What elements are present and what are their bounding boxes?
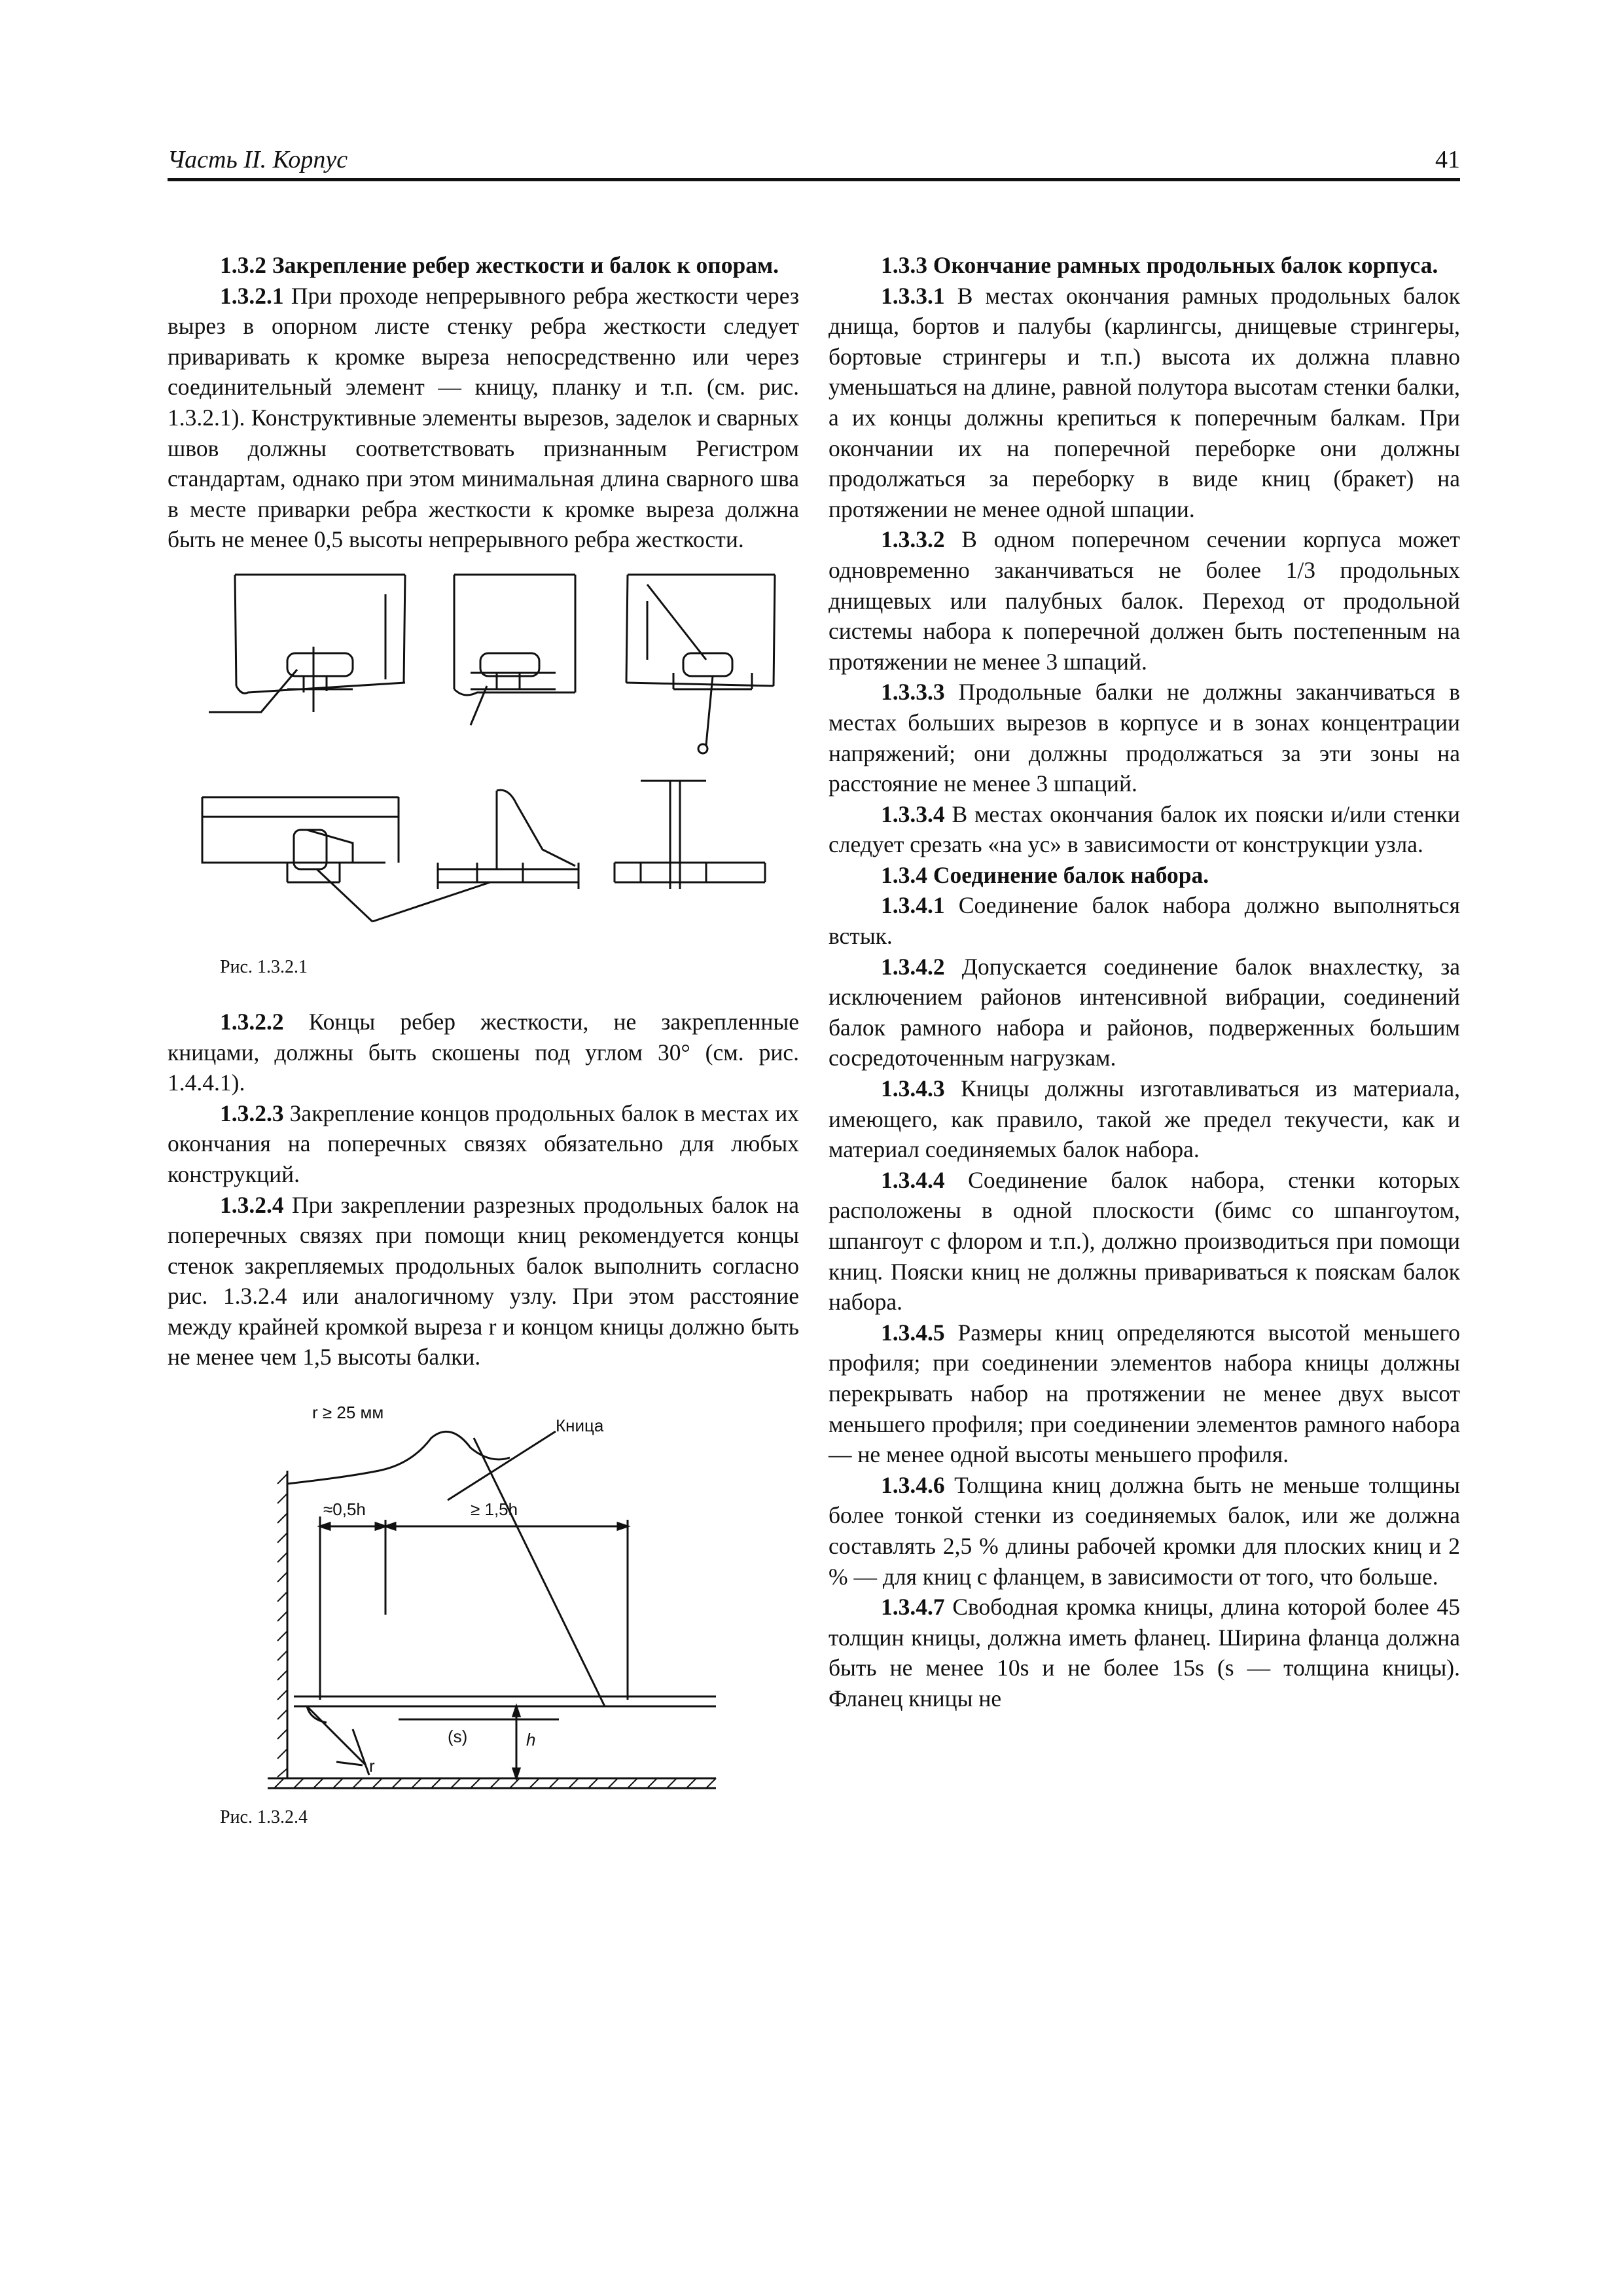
- fig2-label-r-min: r ≥ 25 мм: [312, 1403, 383, 1423]
- fig1-panel-top-left: [209, 575, 405, 712]
- paragraph-1-3-2-2: [168, 1007, 799, 1098]
- clause-number: 1.3.3.1: [881, 282, 945, 309]
- paragraph-1-3-4-5: [829, 1318, 1460, 1470]
- fig2-label-one-and-half-h: ≥ 1,5h: [470, 1499, 518, 1520]
- clause-number: 1.3.2.4: [220, 1191, 284, 1218]
- fig2-label-h: h: [526, 1730, 535, 1750]
- paragraph-text: Кницы должны изготавливаться из материала, имеющего, как правило, такой же предел текучести, как и материал соединяемых балок набора.: [829, 1075, 1460, 1163]
- paragraph-1-3-3-3: [829, 677, 1460, 798]
- figure-1-3-2-4: [248, 1399, 719, 1791]
- paragraph-text: Допускается соединение балок внахлестку, за исключением районов интенсивной вибрации, соединений балок рамного набора и районов, подверженных большим сосредоточенным нагрузкам.: [829, 953, 1460, 1071]
- paragraph-1-3-4-1: [829, 890, 1460, 951]
- paragraph-1-3-4-4: [829, 1165, 1460, 1318]
- section-heading-1-3-4: 1.3.4 Соединение балок набора.: [881, 861, 1209, 888]
- clause-number: 1.3.4.5: [881, 1319, 945, 1346]
- paragraph-text: В одном поперечном сечении корпуса может одновременно заканчиваться не более 1/3 продольных днищевых или палубных балок. Переход от продольной системы набора к поперечной должен быть постепенным на протяжении не менее 3 шпаций.: [829, 526, 1460, 675]
- section-heading-1-3-2: 1.3.2 Закрепление ребер жесткости и балок к опорам.: [220, 252, 779, 278]
- clause-number: 1.3.3.2: [881, 526, 945, 553]
- clause-number: 1.3.4.7: [881, 1594, 945, 1621]
- fig1-panel-top-middle: [454, 575, 575, 725]
- clause-number: 1.3.2.3: [220, 1100, 284, 1126]
- clause-number: 1.3.2.1: [220, 282, 284, 309]
- paragraph-1-3-4-7: [829, 1592, 1460, 1713]
- paragraph-text: В местах окончания балок их пояски и/или стенки следует срезать «на ус» в зависимости от конструкции узла.: [829, 800, 1460, 858]
- spacer: [168, 1791, 799, 1804]
- paragraph-text: В местах окончания рамных продольных балок днища, бортов и палубы (карлингсы, днищевые стрингеры, бортовые стрингеры и т.п.) высота их должна плавно уменьшаться на длине, равной полутора высотам стенки балки, а их концы должны крепиться к поперечным балкам. При окончании их на поперечной переборке они должны продолжаться за переборку в виде книц (бракет) на протяжении не менее одной шпации.: [829, 282, 1460, 522]
- clause-number: 1.3.4.6: [881, 1471, 945, 1498]
- page-number: 41: [1435, 146, 1460, 173]
- header-rule: [168, 178, 1460, 181]
- section-heading-1-3-3: 1.3.3 Окончание рамных продольных балок корпуса.: [881, 252, 1438, 278]
- right-column: [829, 250, 1460, 1714]
- fig2-label-knica: Кница: [555, 1416, 603, 1436]
- clause-number: 1.3.4.3: [881, 1075, 945, 1102]
- figure-caption-1-3-2-1: Рис. 1.3.2.1: [220, 956, 308, 977]
- paragraph-1-3-2-4: [168, 1190, 799, 1373]
- fig2-label-r: r: [368, 1756, 375, 1776]
- paragraph-1-3-4-6: [829, 1470, 1460, 1592]
- paragraph-text: При проходе непрерывного ребра жесткости через вырез в опорном листе стенку ребра жесткости следует приваривать к кромке выреза непосредственно или через соединительный элемент — кницу, планку и т.п. (см. рис. 1.3.2.1). Конструктивные элементы вырезов, заделок и сварных швов должны соответствовать признанным Регистром стандартам, однако при этом минимальная длина сварного шва в месте приварки ребра жесткости к кромке выреза должна быть не менее 0,5 высоты непрерывного ребра жесткости.: [168, 282, 799, 553]
- paragraph-text: Толщина книц должна быть не меньше толщины более тонкой стенки из соединяемых балок, или же должна составлять 2,5 % длины рабочей кромки для плоских книц и 2 % — для книц с фланцем, в зависимости от того, что больше.: [829, 1471, 1460, 1590]
- paragraph-1-3-2-3: [168, 1098, 799, 1190]
- figure-caption-1-3-2-4: Рис. 1.3.2.4: [220, 1807, 308, 1828]
- clause-number: 1.3.3.3: [881, 679, 945, 706]
- paragraph-1-3-3-1: [829, 281, 1460, 525]
- fig1-panel-bottom-right: [615, 781, 765, 889]
- paragraph-text: Соединение балок набора должно выполняться встык.: [829, 892, 1460, 950]
- page-header: [168, 145, 1460, 179]
- paragraph-1-3-4-2: [829, 952, 1460, 1073]
- paragraph-text: Продольные балки не должны заканчиваться в местах больших вырезов в корпусе и в зонах концентрации напряжений; они должны продолжаться за эти зоны на расстояние не менее 3 шпаций.: [829, 679, 1460, 797]
- fig2-label-half-h: ≈0,5h: [323, 1499, 366, 1520]
- paragraph-text: Размеры книц определяются высотой меньшего профиля; при соединении элементов набора кницы должны перекрывать набор на протяжении не менее двух высот меньшего профиля; при соединении элементов рамного набора — не менее одной высоты меньшего профиля.: [829, 1319, 1460, 1468]
- paragraph-text: Концы ребер жесткости, не закрепленные кницами, должны быть скошены под углом 30° (см. рис. 1.4.4.1).: [168, 1008, 799, 1096]
- fig1-panel-top-right: [626, 575, 775, 753]
- clause-number: 1.3.4.4: [881, 1166, 945, 1193]
- paragraph-1-3-3-4: [829, 799, 1460, 860]
- clause-number: 1.3.4.2: [881, 953, 945, 980]
- paragraph-text: Свободная кромка кницы, длина которой более 45 толщин кницы, должна иметь фланец. Ширина фланца должна быть не менее 10s и не более 15s (s — толщина кницы). Фланец кницы не: [829, 1594, 1460, 1712]
- clause-number: 1.3.3.4: [881, 800, 945, 827]
- clause-number: 1.3.2.2: [220, 1008, 284, 1035]
- paragraph-text: При закреплении разрезных продольных балок на поперечных связях при помощи книц рекомендуется концы стенок закрепляемых продольных балок выполнить согласно рис. 1.3.2.4 или аналогичному узлу. При этом расстояние между крайней кромкой выреза r и концом кницы должно быть не менее чем 1,5 высоты балки.: [168, 1191, 799, 1371]
- fig1-panel-bottom-middle: [372, 790, 579, 922]
- paragraph-text: Закрепление концов продольных балок в местах их окончания на поперечных связях обязательно для любых конструкций.: [168, 1100, 799, 1187]
- paragraph-text: Соединение балок набора, стенки которых расположены в одной плоскости (бимс со шпангоутом, шпангоут с флором и т.п.), должно производиться при помощи книц. Пояски книц не должны привариваться к пояскам балок набора.: [829, 1166, 1460, 1316]
- spacer: [168, 980, 799, 1007]
- paragraph-1-3-3-2: [829, 524, 1460, 677]
- paragraph-1-3-4-3: [829, 1073, 1460, 1165]
- clause-number: 1.3.4.1: [881, 892, 945, 919]
- left-column: [168, 250, 799, 1831]
- figure-1-3-2-1: [189, 555, 778, 954]
- fig1-panel-bottom-left: [202, 797, 399, 922]
- spacer: [168, 1372, 799, 1399]
- part-title: Часть II. Корпус: [168, 146, 348, 173]
- fig2-label-thickness: (s): [447, 1727, 467, 1747]
- paragraph-1-3-2-1: [168, 281, 799, 555]
